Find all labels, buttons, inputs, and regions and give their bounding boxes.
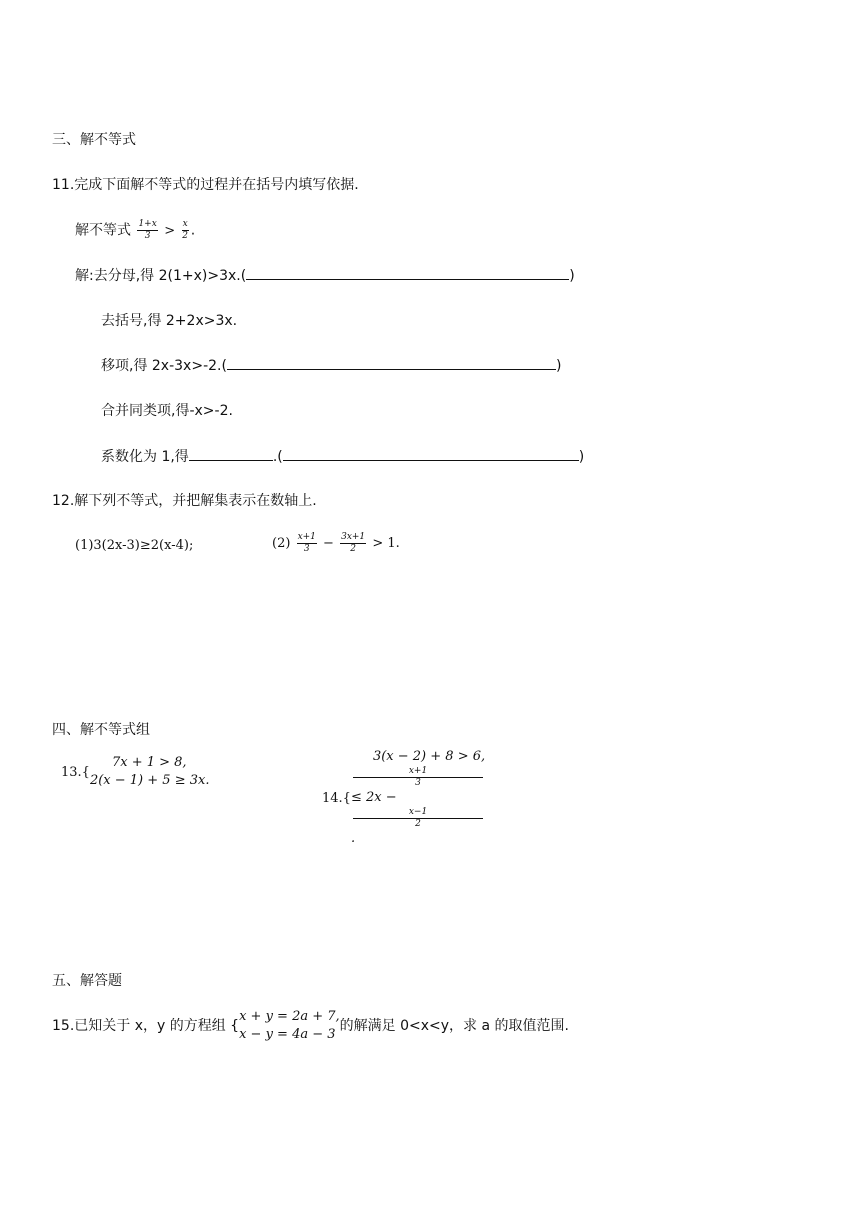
q14-mid: ≤ 2x − — [350, 790, 397, 805]
step-3 — [101, 356, 561, 375]
question-14-system — [351, 748, 485, 848]
given-end: . — [190, 222, 196, 239]
given-fraction-right: $\frac{x}{2}$ — [182, 219, 189, 241]
question-12-stem: 12.解下列不等式，并把解集表示在数轴上. — [52, 493, 317, 509]
part-2-fraction-2: $\frac{3x+1}{2}$ — [341, 532, 366, 554]
question-15-system — [239, 1008, 340, 1044]
question-13-label: 13.{ — [61, 764, 90, 780]
step-1 — [75, 266, 575, 285]
section-title-5: 五、解答题 — [52, 973, 122, 989]
question-12-part-1: (1)3(2x-3)≥2(x-4); — [75, 538, 194, 553]
q14-fraction-2: x−1 2 — [353, 807, 483, 830]
given-gt: > — [164, 223, 176, 239]
question-13 — [61, 754, 209, 790]
question-15-prefix: 15.已知关于 x，y 的方程组 { — [52, 1018, 240, 1034]
answer-blank-3[interactable] — [189, 447, 273, 461]
step-1-text: 解:去分母,得 2(1+x)>3x.( — [75, 268, 247, 284]
question-14 — [322, 748, 485, 848]
step-5-mid: .( — [272, 449, 283, 465]
q14-end: . — [350, 831, 356, 846]
part-2-tail: > 1. — [372, 536, 400, 551]
question-13-system — [90, 754, 210, 790]
close-paren: ) — [555, 358, 562, 374]
system-line-1: x + y = 2a + 7, — [239, 1009, 340, 1024]
system-line-2 — [351, 766, 485, 848]
step-2: 去括号,得 2+2x>3x. — [101, 313, 238, 329]
question-15-suffix: 的解满足 0<x<y，求 a 的取值范围. — [339, 1018, 569, 1034]
question-15 — [52, 1008, 569, 1044]
question-14-label: 14.{ — [322, 790, 351, 806]
question-11-given — [75, 219, 195, 242]
close-paren: ) — [578, 449, 585, 465]
system-line-2: 2(x − 1) + 5 ≥ 3x. — [89, 773, 210, 788]
section-title-4: 四、解不等式组 — [52, 722, 150, 738]
given-fraction-left: $\frac{1+x}{3}$ — [138, 219, 157, 241]
given-prefix: 解不等式 — [75, 222, 131, 239]
answer-blank-4[interactable] — [283, 447, 579, 461]
part-2-fraction-1: $\frac{x+1}{3}$ — [297, 532, 316, 554]
step-5 — [101, 447, 584, 466]
step-3-text: 移项,得 2x-3x>-2.( — [101, 358, 227, 374]
system-line-2: x − y = 4a − 3 — [239, 1027, 336, 1042]
minus-sign: − — [323, 536, 334, 551]
system-line-1: 3(x − 2) + 8 > 6, — [372, 749, 486, 764]
section-title-3: 三、解不等式 — [52, 132, 136, 148]
question-11-stem: 11.完成下面解不等式的过程并在括号内填写依据. — [52, 177, 359, 193]
system-line-1: 7x + 1 > 8, — [111, 755, 187, 770]
step-4: 合并同类项,得-x>-2. — [101, 403, 233, 419]
answer-blank-1[interactable] — [246, 266, 569, 280]
part-2-label: (2) — [272, 536, 291, 551]
step-5-text: 系数化为 1,得 — [101, 449, 189, 465]
close-paren: ) — [569, 268, 575, 284]
answer-blank-2[interactable] — [227, 356, 556, 370]
question-12-part-2 — [272, 532, 400, 555]
q14-fraction-1: x+1 3 — [353, 766, 483, 789]
